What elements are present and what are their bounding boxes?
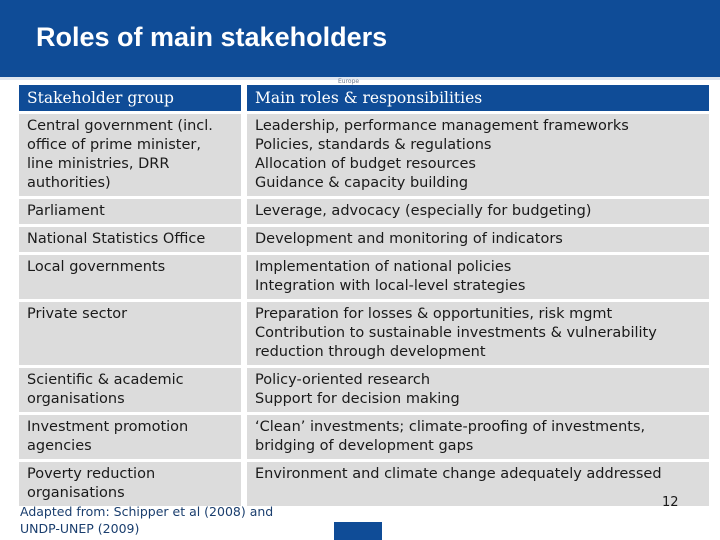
stakeholder-group-line: office of prime minister, (27, 137, 201, 153)
stakeholder-group-cell (19, 114, 247, 196)
stakeholder-group-line: Parliament (27, 203, 105, 219)
role-line: Leverage, advocacy (especially for budgeting) (255, 203, 592, 219)
table-header-row (19, 85, 709, 111)
stakeholder-group-line: Private sector (27, 306, 128, 322)
roles-cell (247, 302, 709, 365)
roles-cell (247, 255, 709, 299)
stakeholder-group-line: organisations (27, 485, 125, 501)
role-line: Policies, standards & regulations (255, 137, 492, 153)
role-line: Implementation of national policies (255, 259, 512, 275)
header-divider (0, 77, 720, 80)
roles-cell (247, 227, 709, 252)
role-line: Preparation for losses & opportunities, risk mgmt (255, 306, 613, 322)
role-line: Environment and climate change adequately addressed (255, 466, 662, 482)
stakeholder-table (19, 82, 709, 509)
role-line: Allocation of budget resources (255, 156, 476, 172)
page-number: 12 (662, 495, 679, 510)
footnote-line: UNDP-UNEP (2009) (20, 521, 140, 536)
roles-cell (247, 199, 709, 224)
roles-cell (247, 368, 709, 412)
slide-title: Roles of main stakeholders (36, 22, 388, 52)
table-row (19, 462, 709, 506)
header-stakeholder-group: Stakeholder group (19, 85, 247, 111)
stakeholder-group-line: Investment promotion (27, 419, 189, 435)
role-line: Leadership, performance management frameworks (255, 118, 629, 134)
role-line: Support for decision making (255, 391, 460, 407)
stakeholder-group-line: Scientific & academic (27, 372, 184, 388)
stakeholder-group-line: line ministries, DRR (27, 156, 170, 172)
stakeholder-group-line: organisations (27, 391, 125, 407)
table-row (19, 227, 709, 252)
source-footnote (20, 503, 273, 537)
roles-cell (247, 415, 709, 459)
footnote-line: Adapted from: Schipper et al (2008) and (20, 504, 274, 519)
stakeholder-group-cell (19, 415, 247, 459)
header-main-roles: Main roles & responsibilities (247, 85, 709, 111)
title-bar (0, 0, 720, 77)
table-row (19, 199, 709, 224)
role-line: ‘Clean’ investments; climate-proofing of investments, (255, 419, 646, 435)
table-row (19, 415, 709, 459)
stakeholder-group-line: National Statistics Office (27, 231, 206, 247)
role-line: Policy-oriented research (255, 372, 431, 388)
stakeholder-group-cell (19, 227, 247, 252)
role-line: reduction through development (255, 344, 486, 360)
stakeholder-group-cell (19, 302, 247, 365)
role-line: Integration with local-level strategies (255, 278, 526, 294)
stakeholder-group-cell (19, 368, 247, 412)
stakeholder-group-line: Local governments (27, 259, 166, 275)
role-line: bridging of development gaps (255, 438, 474, 454)
stakeholder-group-line: agencies (27, 438, 92, 454)
table-row (19, 114, 709, 196)
stakeholder-group-cell (19, 255, 247, 299)
role-line: Development and monitoring of indicators (255, 231, 563, 247)
stakeholder-group-line: authorities) (27, 175, 111, 191)
stakeholder-group-line: Central government (incl. (27, 118, 213, 134)
table-row (19, 255, 709, 299)
role-line: Contribution to sustainable investments & vulnerability (255, 325, 657, 341)
roles-cell (247, 114, 709, 196)
logo-small-text: Europe (338, 78, 360, 85)
eu-flag-logo (334, 522, 382, 540)
table-row (19, 302, 709, 365)
role-line: Guidance & capacity building (255, 175, 469, 191)
table-row (19, 368, 709, 412)
stakeholder-group-cell (19, 199, 247, 224)
roles-cell (247, 462, 709, 506)
stakeholder-group-cell (19, 462, 247, 506)
stakeholder-group-line: Poverty reduction (27, 466, 156, 482)
